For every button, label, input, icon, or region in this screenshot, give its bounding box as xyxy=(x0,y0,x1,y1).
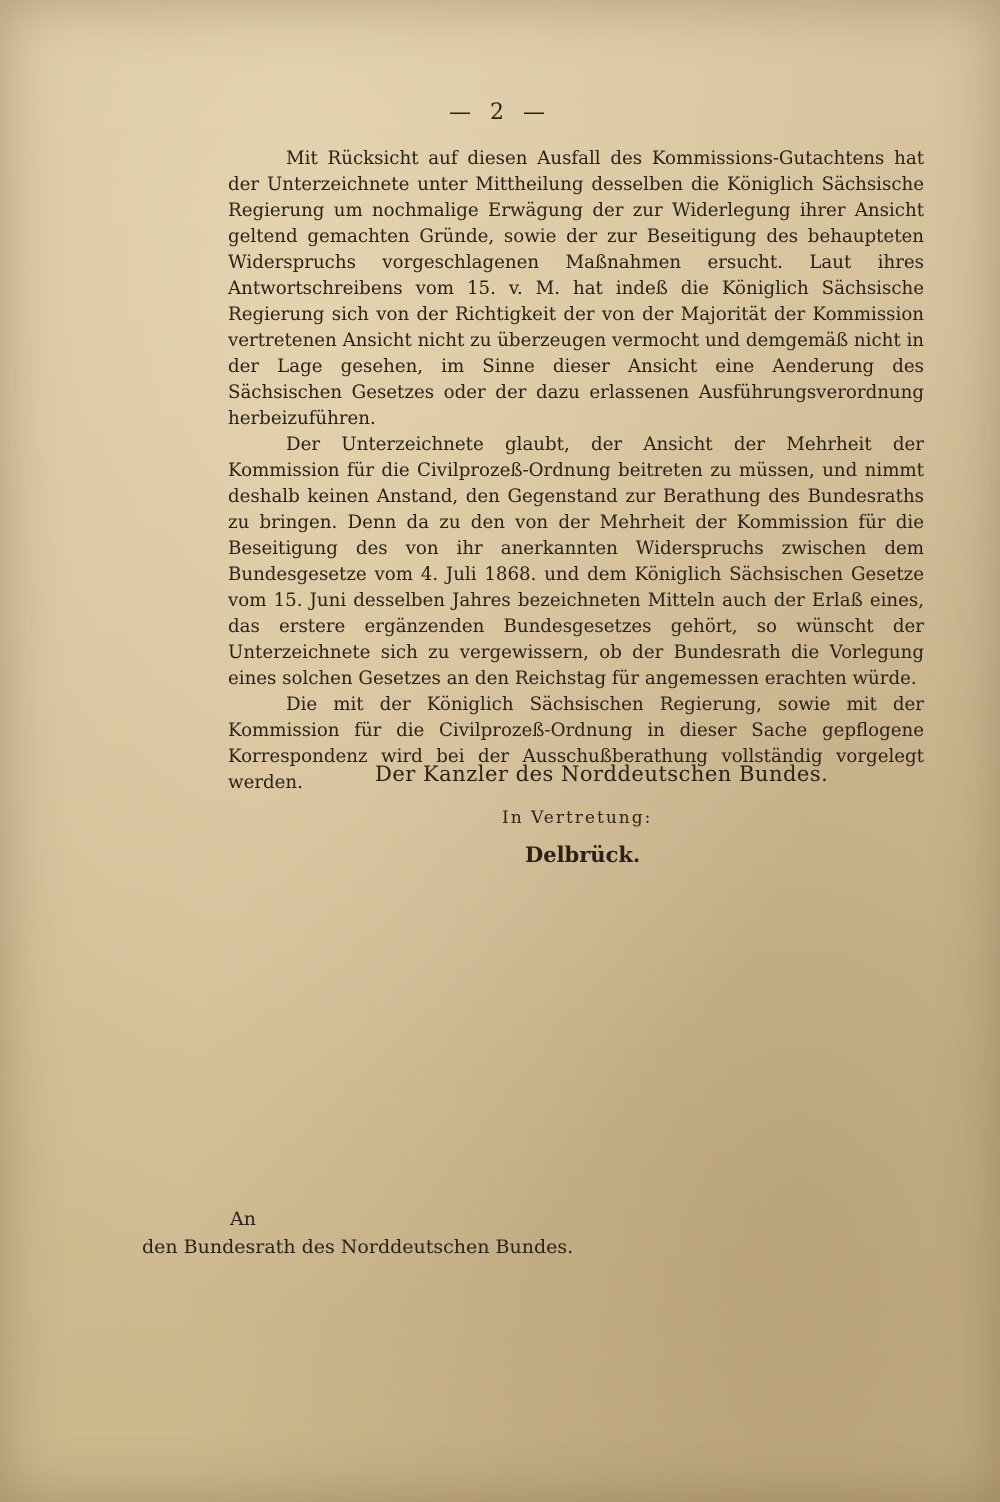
body-text xyxy=(228,146,924,796)
paragraph: Die mit der Königlich Sächsischen Regierung, sowie mit der Kommission für die Civilprozeß-Ordnung in dieser Sache gepflogene Korrespondenz wird bei der Ausschußberathung vollständig vorgelegt werden. xyxy=(228,694,924,793)
address-line-2: den Bundesrath des Norddeutschen Bundes. xyxy=(142,1236,574,1258)
signature: Delbrück. xyxy=(525,842,641,867)
address-line-1: An xyxy=(230,1208,256,1230)
page-number: — 2 — xyxy=(449,100,551,125)
paragraph: Der Unterzeichnete glaubt, der Ansicht der Mehrheit der Kommission für die Civilprozeß-Ordnung beitreten zu müssen, und nimmt deshalb keinen Anstand, den Gegenstand zur Berathung des Bundesraths zu bringen. Denn da zu den von der Mehrheit der Kommission für die Beseitigung des von ihr anerkannten Widerspruchs zwischen dem Bundesgesetze vom 4. Juli 1868. und dem Königlich Sächsischen Gesetze vom 15. Juni desselben Jahres bezeichneten Mitteln auch der Erlaß eines, das erstere ergänzenden Bundesgesetzes gehört, so wünscht der Unterzeichnete sich zu vergewissern, ob der Bundesrath die Vorlegung eines solchen Gesetzes an den Reichstag für angemessen erachten würde. xyxy=(228,434,924,689)
chancellor-title: Der Kanzler des Norddeutschen Bundes. xyxy=(375,762,829,786)
paragraph: Mit Rücksicht auf diesen Ausfall des Kommissions-Gutachtens hat der Unterzeichnete unter Mittheilung desselben die Königlich Sächsische Regierung um nochmalige Erwägung der zur Widerlegung ihrer Ansicht geltend gemachten Gründe, sowie der zur Beseitigung des behaupteten Widerspruchs vorgeschlagenen Maßnahmen ersucht. Laut ihres Antwortschreibens vom 15. v. M. hat indeß die Königlich Sächsische Regierung sich von der Richtigkeit der von der Majorität der Kommission vertretenen Ansicht nicht zu überzeugen vermocht und demgemäß nicht in der Lage gesehen, im Sinne dieser Ansicht eine Aenderung des Sächsischen Gesetzes oder der dazu erlassenen Ausführungsverordnung herbeizuführen. xyxy=(228,148,924,429)
deputy-line: In Vertretung: xyxy=(502,808,653,828)
